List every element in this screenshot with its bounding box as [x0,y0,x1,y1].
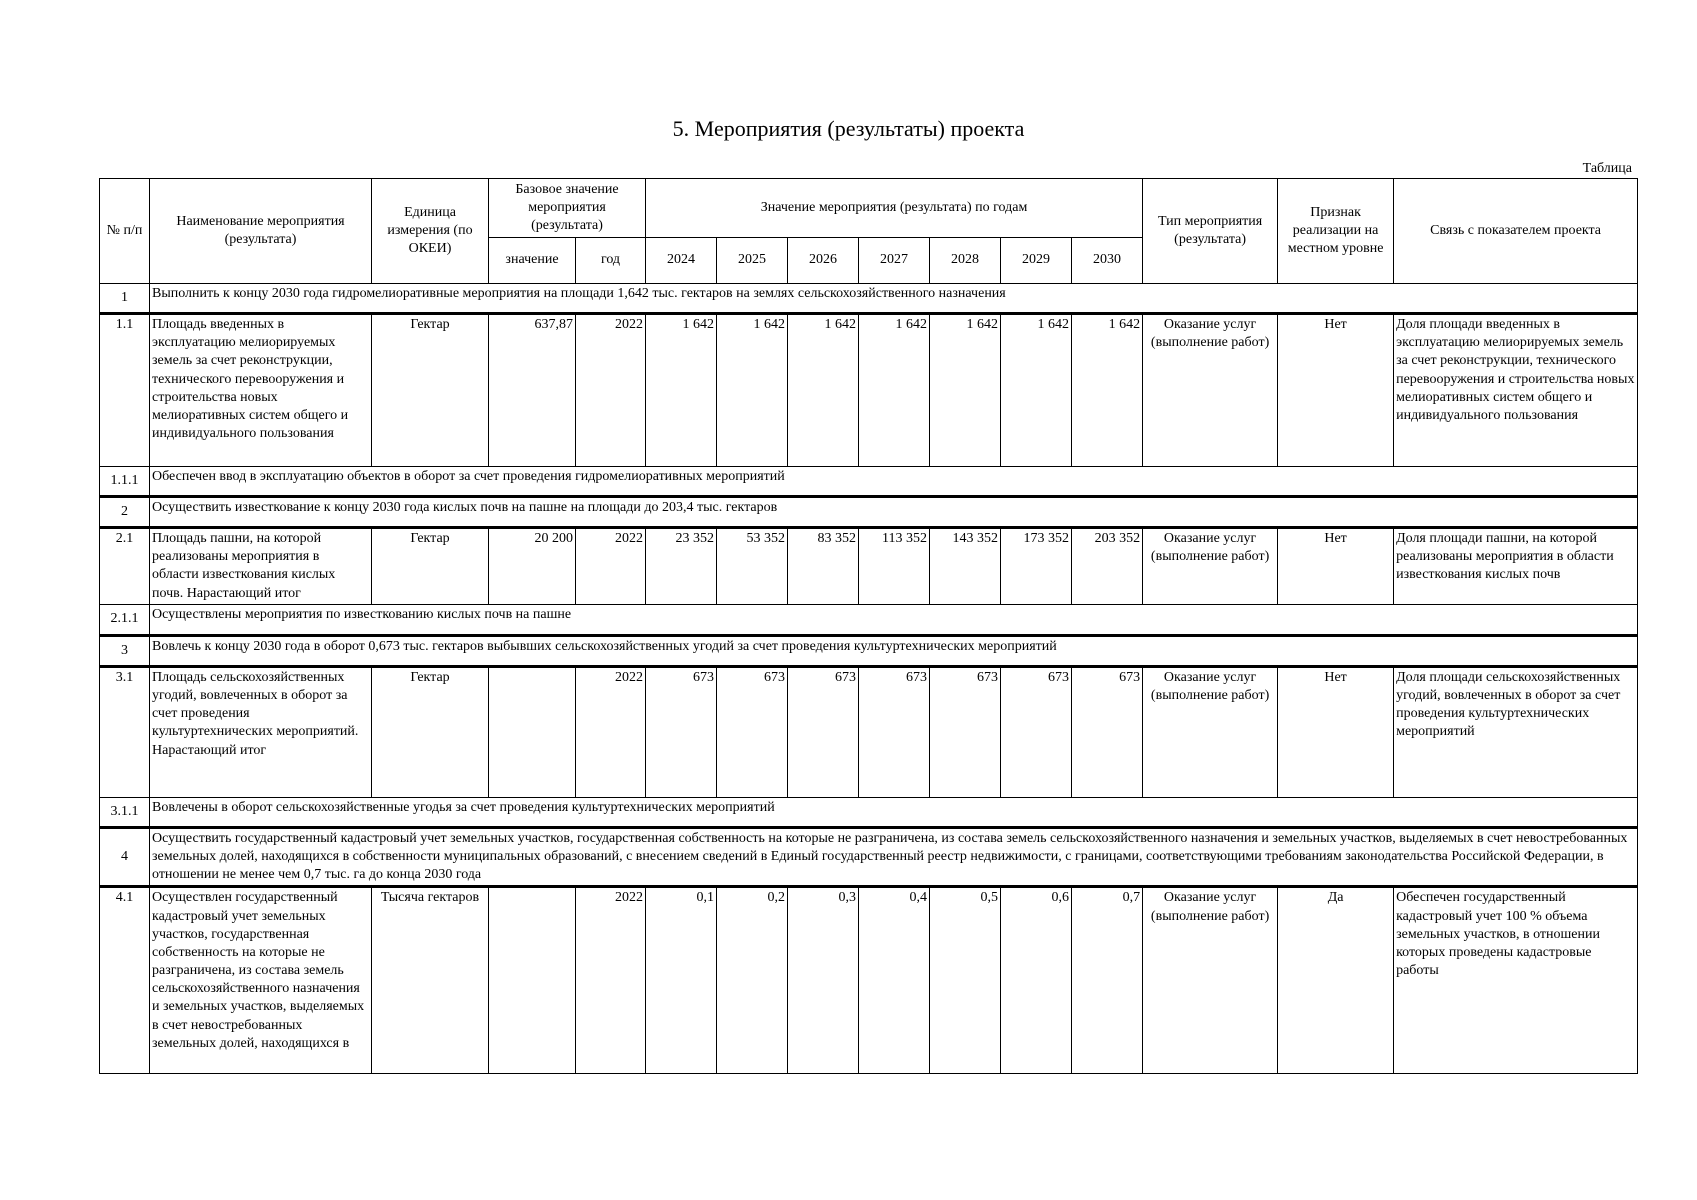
row-num: 3 [100,635,150,666]
table-row [100,887,1638,1074]
row-year-value: 0,6 [1001,887,1072,1074]
row-year-value: 673 [1001,666,1072,797]
row-type: Оказание услуг (выполнение работ) [1143,887,1278,1074]
row-base-year: 2022 [576,314,646,467]
table-caption: Таблица [1582,161,1632,176]
row-name: Площадь введенных в эксплуатацию мелиорируемых земель за счет реконструкции, технического перевооружения и строительства новых мелиоративных систем общего и индивидуального пользования [150,314,372,467]
header-base-value: значение [489,238,576,284]
results-table [99,178,1638,1074]
page-title: 5. Мероприятия (результаты) проекта [672,116,1025,141]
row-num: 1.1.1 [100,467,150,497]
row-year-value: 53 352 [717,528,788,605]
header-year: 2025 [717,238,788,284]
row-link: Доля площади введенных в эксплуатацию мелиорируемых земель за счет реконструкции, технического перевооружения и строительства новых мелиоративных систем общего и индивидуального пользования [1394,314,1638,467]
header-year: 2030 [1072,238,1143,284]
row-year-value: 0,5 [930,887,1001,1074]
header-local: Признак реализации на местном уровне [1278,179,1394,284]
row-type: Оказание услуг (выполнение работ) [1143,314,1278,467]
header-years-group: Значение мероприятия (результата) по годам [646,179,1143,238]
table-row [100,284,1638,314]
header-num: № п/п [100,179,150,284]
header-base-year: год [576,238,646,284]
row-unit: Гектар [372,528,489,605]
row-num: 2.1.1 [100,604,150,635]
row-link: Доля площади пашни, на которой реализованы мероприятия в области известкования кислых почв [1394,528,1638,605]
row-base-value [489,666,576,797]
row-base-year: 2022 [576,887,646,1074]
table-row [100,314,1638,467]
row-year-value: 673 [1072,666,1143,797]
row-base-value: 637,87 [489,314,576,467]
row-unit: Гектар [372,666,489,797]
section-title: Осуществлены мероприятия по известкованию кислых почв на пашне [150,604,1638,635]
row-year-value: 0,4 [859,887,930,1074]
row-year-value: 1 642 [1072,314,1143,467]
header-year: 2029 [1001,238,1072,284]
row-year-value: 1 642 [717,314,788,467]
row-year-value: 0,1 [646,887,717,1074]
row-name: Площадь пашни, на которой реализованы мероприятия в области известкования кислых почв. Нарастающий итог [150,528,372,605]
row-type: Оказание услуг (выполнение работ) [1143,666,1278,797]
header-year: 2028 [930,238,1001,284]
row-year-value: 673 [788,666,859,797]
table-row [100,635,1638,666]
row-base-year: 2022 [576,528,646,605]
row-num: 3.1 [100,666,150,797]
table-row [100,467,1638,497]
row-num: 2 [100,497,150,528]
table-row [100,666,1638,797]
row-num: 3.1.1 [100,797,150,827]
section-title: Обеспечен ввод в эксплуатацию объектов в оборот за счет проведения гидромелиоративных мероприятий [150,467,1638,497]
header-year: 2024 [646,238,717,284]
row-unit: Тысяча гектаров [372,887,489,1074]
header-year: 2027 [859,238,930,284]
header-unit: Единица измерения (по ОКЕИ) [372,179,489,284]
header-name: Наименование мероприятия (результата) [150,179,372,284]
row-num: 1 [100,284,150,314]
row-year-value: 0,3 [788,887,859,1074]
row-year-value: 113 352 [859,528,930,605]
row-type: Оказание услуг (выполнение работ) [1143,528,1278,605]
header-link: Связь с показателем проекта [1394,179,1638,284]
row-num: 4.1 [100,887,150,1074]
table-row [100,827,1638,887]
row-year-value: 1 642 [859,314,930,467]
row-year-value: 83 352 [788,528,859,605]
row-local: Нет [1278,528,1394,605]
section-title: Вовлечены в оборот сельскохозяйственные угодья за счет проведения культуртехнических мероприятий [150,797,1638,827]
row-year-value: 673 [646,666,717,797]
row-link: Доля площади сельскохозяйственных угодий, вовлеченных в оборот за счет проведения культуртехнических мероприятий [1394,666,1638,797]
row-year-value: 673 [930,666,1001,797]
row-link: Обеспечен государственный кадастровый учет 100 % объема земельных участков, в отношении которых проведены кадастровые работы [1394,887,1638,1074]
header-base: Базовое значение мероприятия (результата) [489,179,646,238]
table-header [100,179,1638,284]
table-row [100,528,1638,605]
row-year-value: 143 352 [930,528,1001,605]
table-row [100,497,1638,528]
section-title: Осуществить известкование к концу 2030 года кислых почв на пашне на площади до 203,4 тыс. гектаров [150,497,1638,528]
header-type: Тип мероприятия (результата) [1143,179,1278,284]
row-year-value: 203 352 [1072,528,1143,605]
row-year-value: 173 352 [1001,528,1072,605]
section-title: Выполнить к концу 2030 года гидромелиоративные мероприятия на площади 1,642 тыс. гектаров на землях сельскохозяйственного назначения [150,284,1638,314]
row-year-value: 23 352 [646,528,717,605]
table-row [100,797,1638,827]
row-year-value: 1 642 [930,314,1001,467]
table-row [100,604,1638,635]
row-base-value: 20 200 [489,528,576,605]
row-local: Нет [1278,314,1394,467]
section-title: Осуществить государственный кадастровый учет земельных участков, государственная собственность на которые не разграничена, из состава земель сельскохозяйственного назначения и земельных участков, выделяемых в счет невостребованных земельных долей, находящихся в собственности муниципальных образований, с внесением сведений в Единый государственный реестр недвижимости, с границами, соответствующими требованиям законодательства Российской Федерации, в отношении не менее чем 0,7 тыс. га до конца 2030 года [150,827,1638,887]
row-base-value [489,887,576,1074]
row-num: 2.1 [100,528,150,605]
row-year-value: 0,7 [1072,887,1143,1074]
header-year: 2026 [788,238,859,284]
row-year-value: 1 642 [788,314,859,467]
row-base-year: 2022 [576,666,646,797]
section-title: Вовлечь к концу 2030 года в оборот 0,673 тыс. гектаров выбывших сельскохозяйственных угодий за счет проведения культуртехнических мероприятий [150,635,1638,666]
row-name: Площадь сельскохозяйственных угодий, вовлеченных в оборот за счет проведения культуртехнических мероприятий. Нарастающий итог [150,666,372,797]
row-num: 1.1 [100,314,150,467]
row-year-value: 673 [859,666,930,797]
row-local: Да [1278,887,1394,1074]
row-year-value: 1 642 [1001,314,1072,467]
row-year-value: 0,2 [717,887,788,1074]
row-name: Осуществлен государственный кадастровый учет земельных участков, государственная собственность на которые не разграничена, из состава земель сельскохозяйственного назначения и земельных участков, выделяемых в счет невостребованных земельных долей, находящихся в [150,887,372,1074]
row-local: Нет [1278,666,1394,797]
row-year-value: 673 [717,666,788,797]
row-year-value: 1 642 [646,314,717,467]
row-unit: Гектар [372,314,489,467]
row-num: 4 [100,827,150,887]
